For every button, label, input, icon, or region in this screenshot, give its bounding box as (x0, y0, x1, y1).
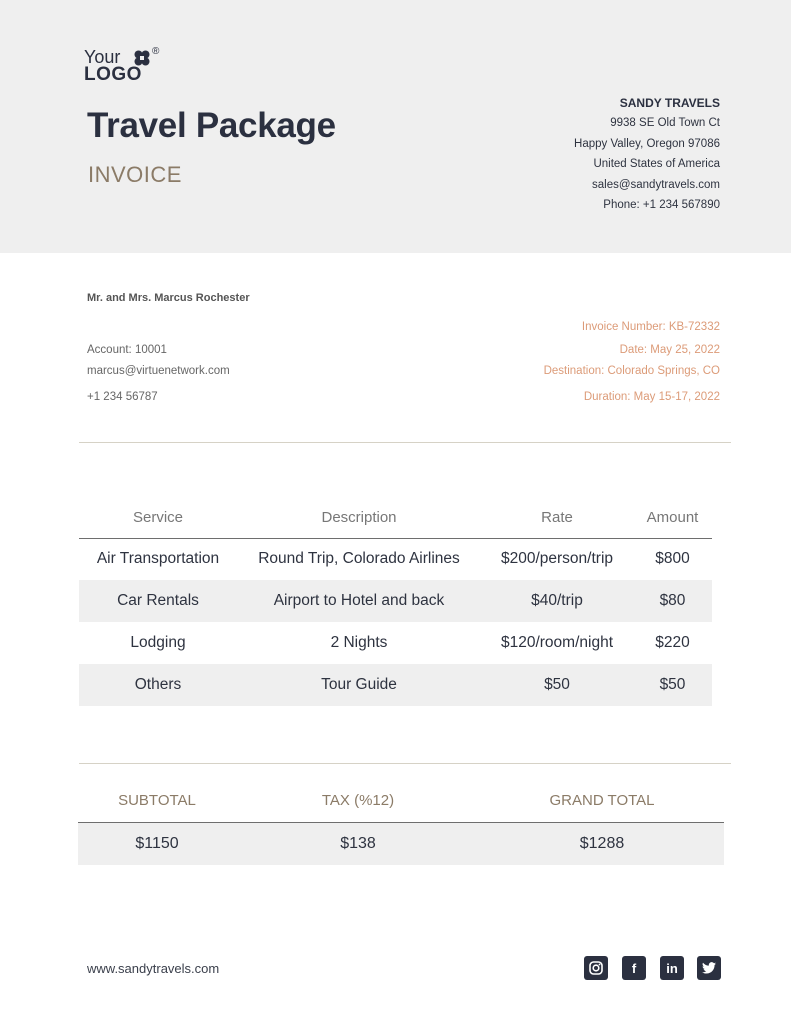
tax-value: $138 (236, 822, 480, 865)
services-table (79, 497, 712, 706)
section-divider (79, 442, 731, 443)
table-row (79, 580, 712, 622)
rate-cell: $40/trip (481, 580, 633, 622)
description-cell: Round Trip, Colorado Airlines (258, 550, 460, 568)
invoice-number: Invoice Number: KB-72332 (581, 321, 720, 333)
registered-mark: ® (152, 46, 160, 57)
customer-name: Mr. and Mrs. Marcus Rochester (87, 292, 250, 304)
grand-total-value: $1288 (480, 822, 724, 865)
twitter-icon[interactable] (697, 956, 721, 980)
company-address2: Happy Valley, Oregon 97086 (574, 137, 720, 150)
grand-total-header: GRAND TOTAL (480, 779, 724, 822)
table-row (79, 664, 712, 706)
amount-cell: $800 (655, 550, 690, 568)
description-cell: Tour Guide (237, 664, 481, 706)
facebook-icon[interactable] (622, 956, 646, 980)
description-cell: Airport to Hotel and back (237, 580, 481, 622)
subtotal-value: $1150 (78, 822, 236, 865)
totals-row (78, 822, 724, 865)
customer-email[interactable]: marcus@virtuenetwork.com (87, 365, 230, 377)
document-subtitle: INVOICE (88, 162, 182, 187)
service-cell: Air Transportation (96, 550, 220, 568)
table-row (79, 538, 712, 580)
totals-header-row (78, 779, 724, 822)
col-header-description: Description (237, 497, 481, 538)
amount-cell: $220 (655, 634, 690, 651)
customer-account: Account: 10001 (87, 344, 167, 356)
service-cell: Car Rentals (79, 580, 237, 622)
company-name: SANDY TRAVELS (619, 96, 720, 110)
amount-cell: $80 (633, 580, 712, 622)
amount-cell: $50 (633, 664, 712, 706)
invoice-duration: Duration: May 15-17, 2022 (583, 391, 720, 403)
totals-divider (79, 763, 731, 764)
facebook-glyph: f (631, 960, 637, 976)
company-info (460, 95, 720, 218)
instagram-icon[interactable] (584, 956, 608, 980)
service-cell: Lodging (130, 634, 186, 651)
linkedin-glyph: in (666, 960, 678, 976)
company-phone: Phone: +1 234 567890 (603, 199, 720, 212)
description-cell: 2 Nights (330, 634, 388, 651)
rate-cell: $200/person/trip (500, 550, 614, 568)
col-header-amount: Amount (633, 497, 712, 538)
logo-line2: LOGO (84, 64, 142, 85)
instagram-glyph (589, 961, 603, 975)
tax-header: TAX (%12) (236, 779, 480, 822)
services-header-row (79, 497, 712, 538)
document-title: Travel Package (87, 106, 336, 145)
website-link[interactable]: www.sandytravels.com (87, 961, 220, 976)
subtotal-header: SUBTOTAL (78, 779, 236, 822)
company-email[interactable]: sales@sandytravels.com (592, 178, 720, 191)
table-row (79, 622, 712, 664)
rate-cell: $120/room/night (500, 634, 614, 651)
company-address1: 9938 SE Old Town Ct (610, 117, 720, 129)
totals-table (78, 779, 724, 865)
twitter-glyph (702, 962, 716, 974)
col-header-service: Service (79, 497, 237, 538)
invoice-destination: Destination: Colorado Springs, CO (543, 365, 720, 377)
company-country: United States of America (593, 158, 720, 171)
linkedin-icon[interactable] (660, 956, 684, 980)
company-logo (84, 48, 174, 84)
service-cell: Others (79, 664, 237, 706)
rate-cell: $50 (481, 664, 633, 706)
col-header-rate: Rate (481, 497, 633, 538)
logo-line1: Your (84, 47, 121, 67)
customer-phone: +1 234 56787 (87, 391, 158, 403)
invoice-date: Date: May 25, 2022 (619, 344, 720, 356)
